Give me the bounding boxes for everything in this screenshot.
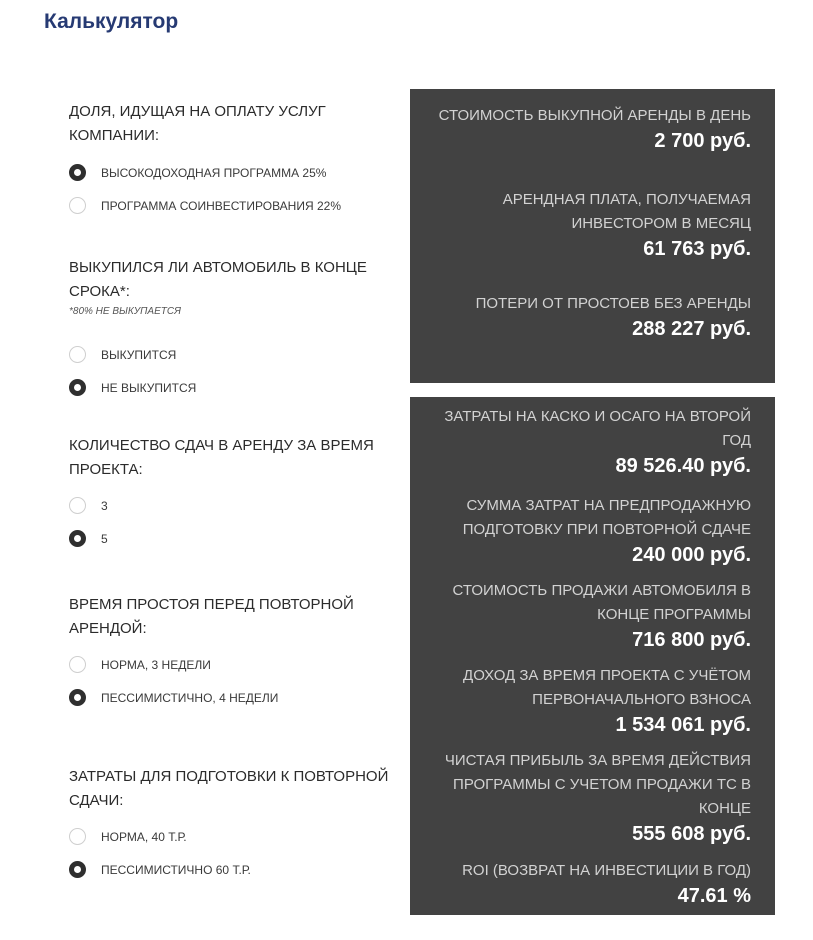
radio-label: ПЕССИМИСТИЧНО, 4 НЕДЕЛИ [101, 690, 279, 705]
result-value: 61 763 руб. [643, 238, 751, 260]
radio-downtime-pessimistic[interactable] [69, 689, 278, 706]
radio-label: 3 [101, 498, 108, 513]
result-label: ЗАТРАТЫ НА КАСКО И ОСАГО НА ВТОРОЙ ГОД [444, 408, 751, 449]
radio-label: ПЕССИМИСТИЧНО 60 Т.Р. [101, 862, 251, 877]
result-value: 716 800 руб. [632, 629, 751, 651]
radio-coinvest[interactable] [69, 197, 341, 214]
radio-indicator[interactable] [69, 828, 86, 845]
prep-costs-title: ЗАТРАТЫ ДЛЯ ПОДГОТОВКИ К ПОВТОРНОЙ СДАЧИ: [69, 768, 389, 809]
result-value: 2 700 руб. [654, 130, 751, 152]
rentals-group [69, 434, 399, 546]
downtime-group [69, 593, 399, 705]
result-label: ЧИСТАЯ ПРИБЫЛЬ ЗА ВРЕМЯ ДЕЙСТВИЯ ПРОГРАММЫ С УЧЕТОМ ПРОДАЖИ ТС В КОНЦЕ [444, 752, 751, 817]
radio-label: ПРОГРАММА СОИНВЕСТИРОВАНИЯ 22% [101, 198, 341, 213]
results-panel-bottom [410, 397, 775, 915]
result-value: 555 608 руб. [632, 823, 751, 845]
result-daily-rent [421, 104, 751, 154]
buyout-note: *80% НЕ ВЫКУПАЕТСЯ [69, 306, 181, 317]
page-title: Калькулятор [44, 10, 179, 33]
radio-prep-pessimistic[interactable] [69, 861, 251, 878]
result-presale-prep [421, 494, 751, 568]
rentals-title: КОЛИЧЕСТВО СДАЧ В АРЕНДУ ЗА ВРЕМЯ ПРОЕКТА: [69, 437, 374, 478]
radio-high-yield[interactable] [69, 164, 326, 181]
result-net-profit [421, 749, 751, 847]
radio-rentals-5[interactable] [69, 530, 108, 547]
result-label: АРЕНДНАЯ ПЛАТА, ПОЛУЧАЕМАЯ ИНВЕСТОРОМ В МЕСЯЦ [502, 191, 751, 232]
radio-label: НОРМА, 40 Т.Р. [101, 829, 187, 844]
radio-label: ВЫСОКОДОХОДНАЯ ПРОГРАММА 25% [101, 165, 327, 180]
radio-rentals-3[interactable] [69, 497, 108, 514]
radio-will-buyout[interactable] [69, 346, 176, 363]
share-title: ДОЛЯ, ИДУЩАЯ НА ОПЛАТУ УСЛУГ КОМПАНИИ: [69, 103, 326, 144]
result-label: ПОТЕРИ ОТ ПРОСТОЕВ БЕЗ АРЕНДЫ [475, 295, 751, 312]
result-insurance [421, 405, 751, 479]
radio-prep-normal[interactable] [69, 828, 187, 845]
result-value: 47.61 % [677, 885, 751, 907]
result-monthly-rent [421, 188, 751, 262]
radio-indicator[interactable] [69, 689, 86, 706]
result-value: 240 000 руб. [632, 544, 751, 566]
radio-label: 5 [101, 531, 108, 546]
result-label: СТОИМОСТЬ ПРОДАЖИ АВТОМОБИЛЯ В КОНЦЕ ПРОГРАММЫ [452, 582, 751, 623]
radio-label: НЕ ВЫКУПИТСЯ [101, 380, 197, 395]
result-value: 1 534 061 руб. [615, 714, 751, 736]
radio-indicator[interactable] [69, 197, 86, 214]
radio-downtime-normal[interactable] [69, 656, 211, 673]
prep-costs-group [69, 765, 399, 877]
result-label: ROI (ВОЗВРАТ НА ИНВЕСТИЦИИ В ГОД) [462, 862, 751, 879]
result-value: 288 227 руб. [632, 318, 751, 340]
downtime-title: ВРЕМЯ ПРОСТОЯ ПЕРЕД ПОВТОРНОЙ АРЕНДОЙ: [69, 596, 354, 637]
result-label: ДОХОД ЗА ВРЕМЯ ПРОЕКТА С УЧЁТОМ ПЕРВОНАЧАЛЬНОГО ВЗНОСА [463, 667, 751, 708]
results-panel-top [410, 89, 775, 383]
radio-wont-buyout[interactable] [69, 379, 196, 396]
result-car-sale [421, 579, 751, 653]
result-label: СТОИМОСТЬ ВЫКУПНОЙ АРЕНДЫ В ДЕНЬ [438, 107, 751, 124]
buyout-group [69, 256, 399, 395]
buyout-title: ВЫКУПИЛСЯ ЛИ АВТОМОБИЛЬ В КОНЦЕ СРОКА*: [69, 259, 367, 300]
radio-indicator[interactable] [69, 530, 86, 547]
result-label: СУММА ЗАТРАТ НА ПРЕДПРОДАЖНУЮ ПОДГОТОВКУ ПРИ ПОВТОРНОЙ СДАЧЕ [462, 497, 751, 538]
share-group [69, 100, 399, 213]
radio-label: НОРМА, 3 НЕДЕЛИ [101, 657, 211, 672]
radio-indicator[interactable] [69, 164, 86, 181]
result-project-income [421, 664, 751, 738]
radio-indicator[interactable] [69, 656, 86, 673]
result-value: 89 526.40 руб. [615, 455, 751, 477]
radio-indicator[interactable] [69, 346, 86, 363]
radio-indicator[interactable] [69, 497, 86, 514]
radio-indicator[interactable] [69, 861, 86, 878]
result-downtime-losses [421, 292, 751, 342]
radio-indicator[interactable] [69, 379, 86, 396]
result-roi [421, 859, 751, 909]
radio-label: ВЫКУПИТСЯ [101, 347, 177, 362]
